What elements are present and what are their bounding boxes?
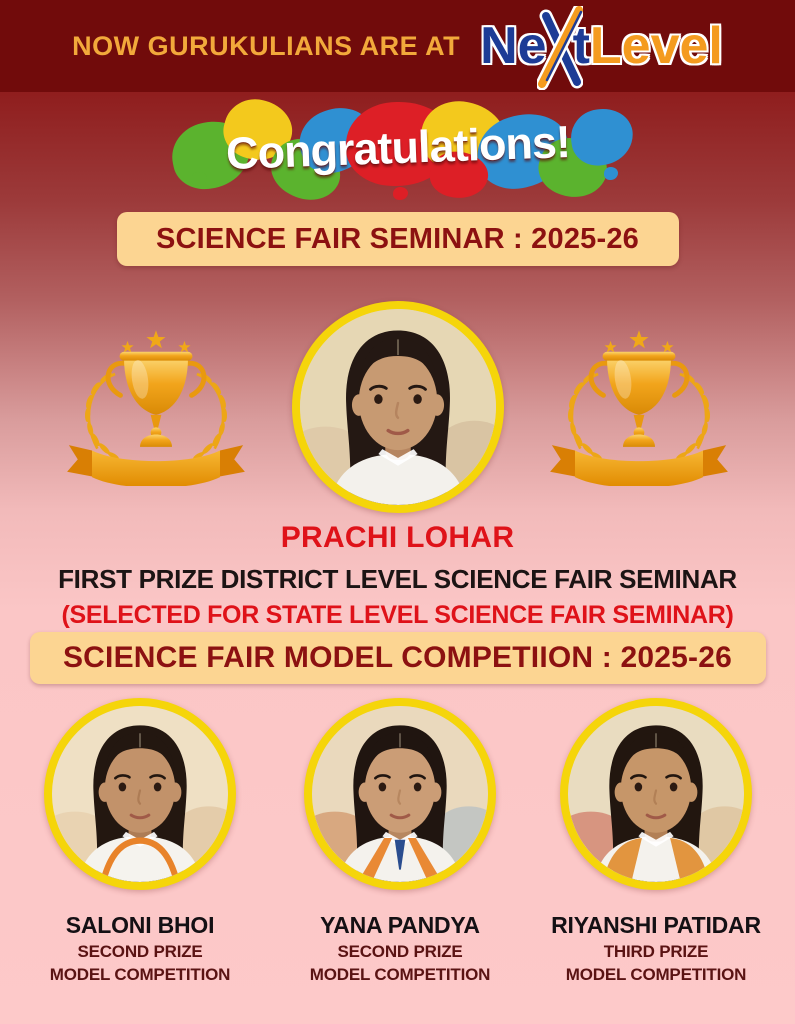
winner-achievement: FIRST PRIZE DISTRICT LEVEL SCIENCE FAIR SEMINAR <box>58 564 737 594</box>
section-banner-seminar <box>117 212 679 266</box>
section-banner-title: SCIENCE FAIR SEMINAR : 2025-26 <box>155 222 639 255</box>
event-label: MODEL COMPETITION <box>309 965 491 984</box>
logo-ne: Ne <box>480 17 547 75</box>
paint-splash <box>393 187 408 200</box>
student-photo <box>304 698 496 890</box>
trophy-icon <box>58 326 254 486</box>
header-text: NOW GURUKULIANS ARE AT <box>72 30 461 61</box>
winner-caption <box>15 912 265 985</box>
student-photo <box>292 301 504 513</box>
prize-label: SECOND PRIZE <box>337 942 463 961</box>
nextlevel-logo <box>480 4 723 88</box>
student-portrait <box>568 706 744 882</box>
prize-label: THIRD PRIZE <box>603 942 709 961</box>
student-portrait <box>300 309 496 505</box>
student-portrait <box>312 706 488 882</box>
winner-column <box>531 698 781 985</box>
logo-x-icon <box>537 6 583 90</box>
winner-name: PRACHI LOHAR <box>280 521 515 554</box>
trophy-icon <box>541 326 737 486</box>
seminar-winner-block <box>0 521 795 630</box>
congratulations-text: Congratulations! <box>224 116 571 179</box>
event-label: MODEL COMPETITION <box>49 965 231 984</box>
section-banner-title: SCIENCE FAIR MODEL COMPETIION : 2025-26 <box>62 641 733 674</box>
event-label: MODEL COMPETITION <box>565 965 747 984</box>
student-photo <box>44 698 236 890</box>
student-portrait <box>52 706 228 882</box>
logo-t: t <box>572 17 590 75</box>
student-name: SALONI BHOI <box>65 912 215 938</box>
student-name: YANA PANDYA <box>320 912 480 938</box>
winner-column <box>15 698 265 985</box>
congratulations-graphic <box>163 96 633 204</box>
header-banner <box>0 0 795 92</box>
winner-caption <box>275 912 525 985</box>
student-name: RIYANSHI PATIDAR <box>551 912 761 938</box>
student-photo <box>560 698 752 890</box>
logo-level: Level <box>589 17 723 75</box>
winner-column <box>275 698 525 985</box>
winner-caption <box>531 912 781 985</box>
section-banner-model <box>30 632 766 684</box>
winner-selection: (SELECTED FOR STATE LEVEL SCIENCE FAIR SEMINAR) <box>61 601 734 629</box>
paint-splash <box>604 167 618 180</box>
prize-label: SECOND PRIZE <box>77 942 203 961</box>
